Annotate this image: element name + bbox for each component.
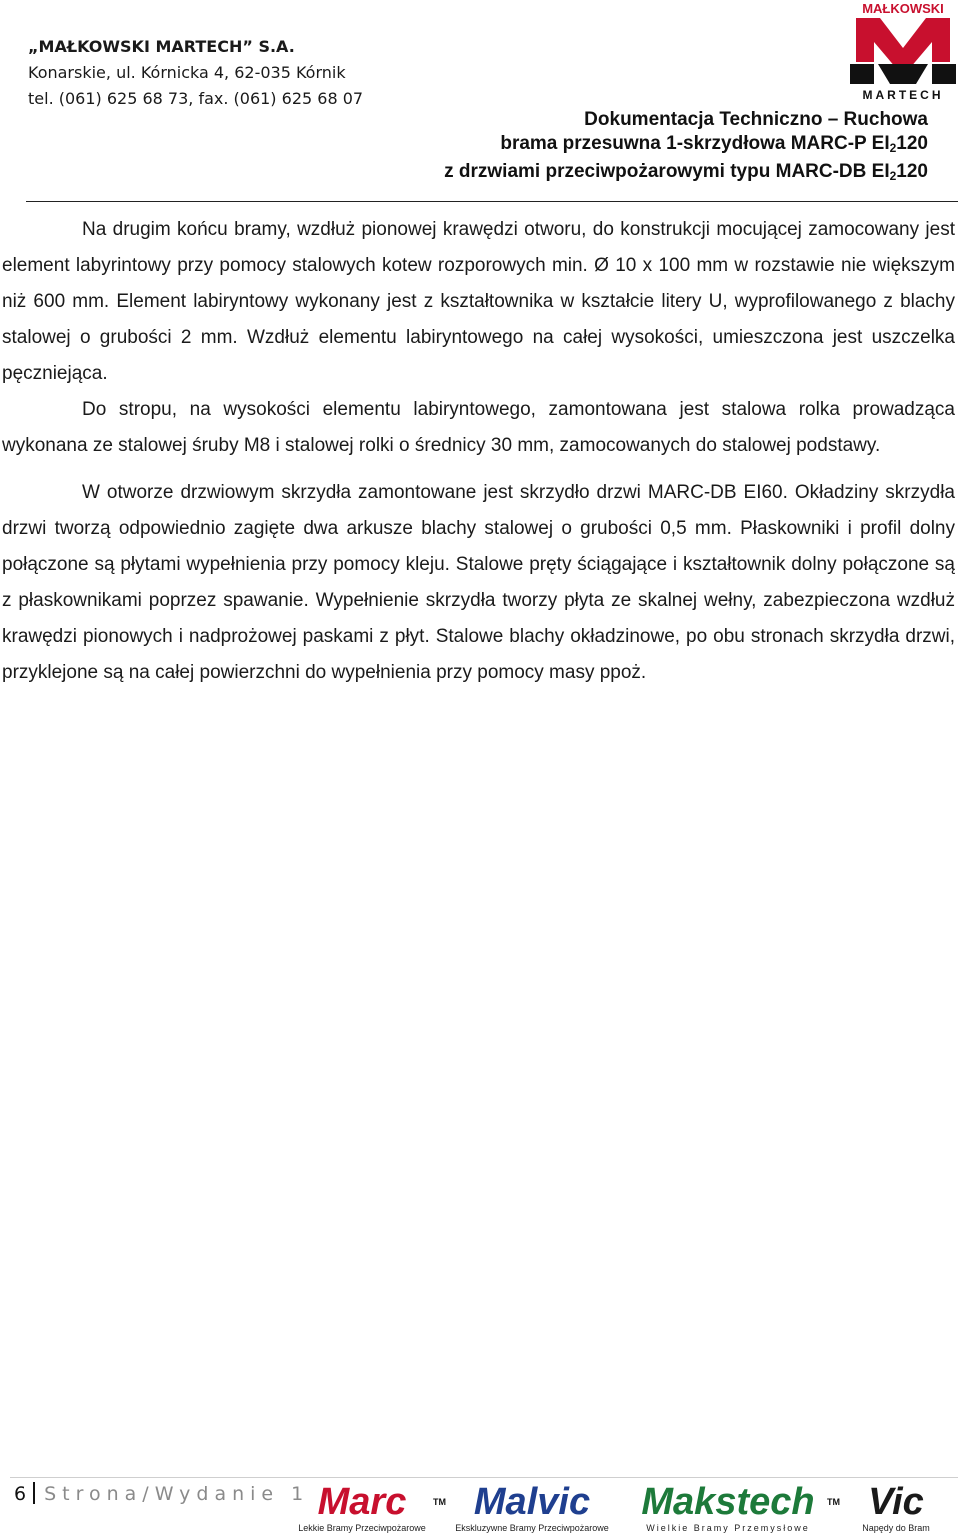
trademark: TM xyxy=(827,1497,840,1507)
page-footer-label xyxy=(14,1482,309,1506)
paragraph: Do stropu, na wysokości elementu labiryntowego, zamontowana jest stalowa rolka prowadząca wykonana ze stalowej śruby M8 i stalowej rolki o średnicy 30 mm, zamocowanych do stalowej podstawy. xyxy=(2,399,955,456)
separator xyxy=(33,1482,35,1504)
logo-m-black-right xyxy=(932,64,956,84)
brand-makstech-logo xyxy=(630,1481,840,1534)
document-title xyxy=(444,108,928,188)
logo-m-black xyxy=(850,64,874,84)
title-line-1: Dokumentacja Techniczno – Ruchowa xyxy=(584,109,928,130)
brand-marc-logo xyxy=(292,1481,446,1534)
brand-tagline: Lekkie Bramy Przeciwpożarowe xyxy=(298,1523,426,1533)
logo-bottom-text: MARTECH xyxy=(862,88,944,102)
logo-m-black-mid xyxy=(878,64,928,84)
brand-malvic-logo xyxy=(452,1482,612,1534)
brand-tagline: Ekskluzywne Bramy Przeciwpożarowe xyxy=(455,1523,609,1533)
page-number: 6 xyxy=(14,1483,27,1505)
company-address: Konarskie, ul. Kórnicka 4, 62-035 Kórnik xyxy=(28,63,346,82)
brand-name: Marc xyxy=(317,1481,407,1523)
page-label: Strona/Wydanie 1 xyxy=(44,1483,310,1505)
brand-vic-logo xyxy=(856,1482,936,1534)
footer-divider xyxy=(10,1477,958,1478)
brand-tagline: Wielkie Bramy Przemysłowe xyxy=(646,1523,810,1533)
company-phone: tel. (061) 625 68 73, fax. (061) 625 68 07 xyxy=(28,89,364,108)
document-body xyxy=(2,212,955,691)
logo-top-text: MAŁKOWSKI xyxy=(862,1,944,16)
malkowski-martech-logo xyxy=(846,0,960,102)
brand-name: Malvic xyxy=(473,1481,591,1523)
brand-name: Vic xyxy=(868,1481,924,1523)
paragraph: W otworze drzwiowym skrzydła zamontowane jest skrzydło drzwi MARC-DB EI60. Okładziny skrzydła drzwi tworzą odpowiednio zagięte dwa arkusze blachy stalowej o grubości 0,5 mm. Płaskowniki i profil dolny połączone są płytami wypełnienia przy pomocy kleju. Stalowe pręty ściągające i kształtownik dolny połączone są z płaskownikami poprzez spawanie. Wypełnienie skrzydła tworzy płyta ze skalnej wełny, zabezpieczona wzdłuż krawędzi pionowych i nadprożowej paskami z płyt. Stalowe blachy okładzinowe, po obu stronach skrzydła drzwi, przyklejone są na całej powierzchni do wypełnienia przy pomocy masy ppoż. xyxy=(2,482,955,683)
trademark: TM xyxy=(433,1497,446,1507)
logo-m-red xyxy=(856,18,950,68)
paragraph: Na drugim końcu bramy, wzdłuż pionowej krawędzi otworu, do konstrukcji mocującej zamocowany jest element labyrintowy przy pomocy stalowych kotew rozporowych min. Ø 10 x 100 mm w rozstawie nie większym niż 600 mm. Element labiryntowy wykonany jest z kształtownika w kształcie litery U, wyprofilowanego z blachy stalowej o grubości 2 mm. Wzdłuż elementu labiryntowego na całej wysokości, umieszczona jest uszczelka pęczniejąca. xyxy=(2,219,955,384)
brand-name: Makstech xyxy=(641,1481,815,1523)
title-line-3: z drzwiami przeciwpożarowymi typu MARC-DB $EI_2120$ xyxy=(444,161,928,183)
company-name: „MAŁKOWSKI MARTECH” S.A. xyxy=(28,37,295,56)
brand-tagline: Napędy do Bram xyxy=(862,1523,930,1533)
title-line-2: brama przesuwna 1-skrzydłowa MARC-P $EI_2120$ xyxy=(500,133,928,155)
company-info xyxy=(28,34,363,112)
header-divider xyxy=(26,201,958,202)
